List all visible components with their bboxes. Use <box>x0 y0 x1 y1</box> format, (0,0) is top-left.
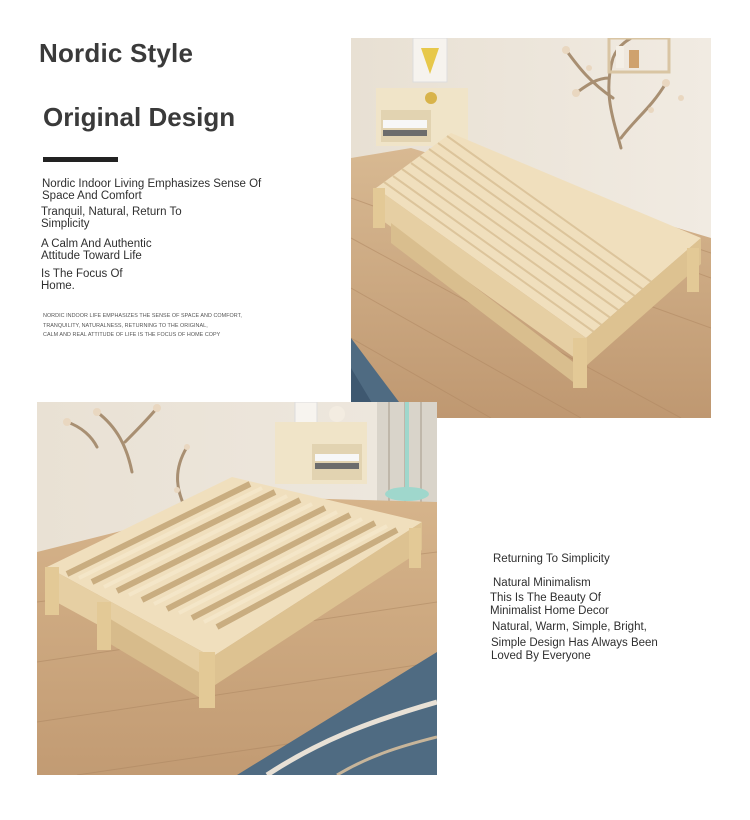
bed-photo-extended <box>37 402 437 775</box>
intro-line: Home. <box>41 280 75 292</box>
simplicity-line-3: Minimalist Home Decor <box>490 605 609 617</box>
intro-line: Space And Comfort <box>42 190 142 202</box>
simplicity-line-2: This Is The Beauty Of <box>490 592 602 604</box>
intro-paragraph-4 <box>41 268 123 292</box>
intro-line: Tranquil, Natural, Return To <box>41 206 182 218</box>
simplicity-line-4: Natural, Warm, Simple, Bright, <box>492 621 647 633</box>
fine-print-line: NORDIC INDOOR LIFE EMPHASIZES THE SENSE OF SPACE AND COMFORT, <box>43 313 242 319</box>
simplicity-title: Returning To Simplicity <box>493 553 610 565</box>
intro-line: Simplicity <box>41 218 90 230</box>
intro-line: Is The Focus Of <box>41 268 123 280</box>
heading-nordic-style: Nordic Style <box>39 38 194 68</box>
fine-print-line: TRANQUILITY, NATURALNESS, RETURNING TO THE ORIGINAL, <box>43 322 208 329</box>
intro-paragraph-3 <box>41 238 152 262</box>
fine-print <box>43 312 242 341</box>
intro-paragraph-1 <box>42 178 261 202</box>
simplicity-line-5: Simple Design Has Always Been <box>491 637 658 649</box>
simplicity-line-6: Loved By Everyone <box>491 650 591 662</box>
intro-line: Attitude Toward Life <box>41 250 142 262</box>
simplicity-line-1: Natural Minimalism <box>493 577 591 589</box>
heading-original-design: Original Design <box>43 102 236 132</box>
fine-print-line: CALM AND REAL ATTITUDE OF LIFE IS THE FOCUS OF HOME COPY <box>43 332 221 339</box>
bed-photo-closed <box>351 38 711 418</box>
intro-paragraph-2 <box>41 206 182 230</box>
intro-line: Nordic Indoor Living Emphasizes Sense Of <box>42 178 262 190</box>
heading-divider <box>43 157 118 162</box>
intro-line: A Calm And Authentic <box>41 238 152 250</box>
